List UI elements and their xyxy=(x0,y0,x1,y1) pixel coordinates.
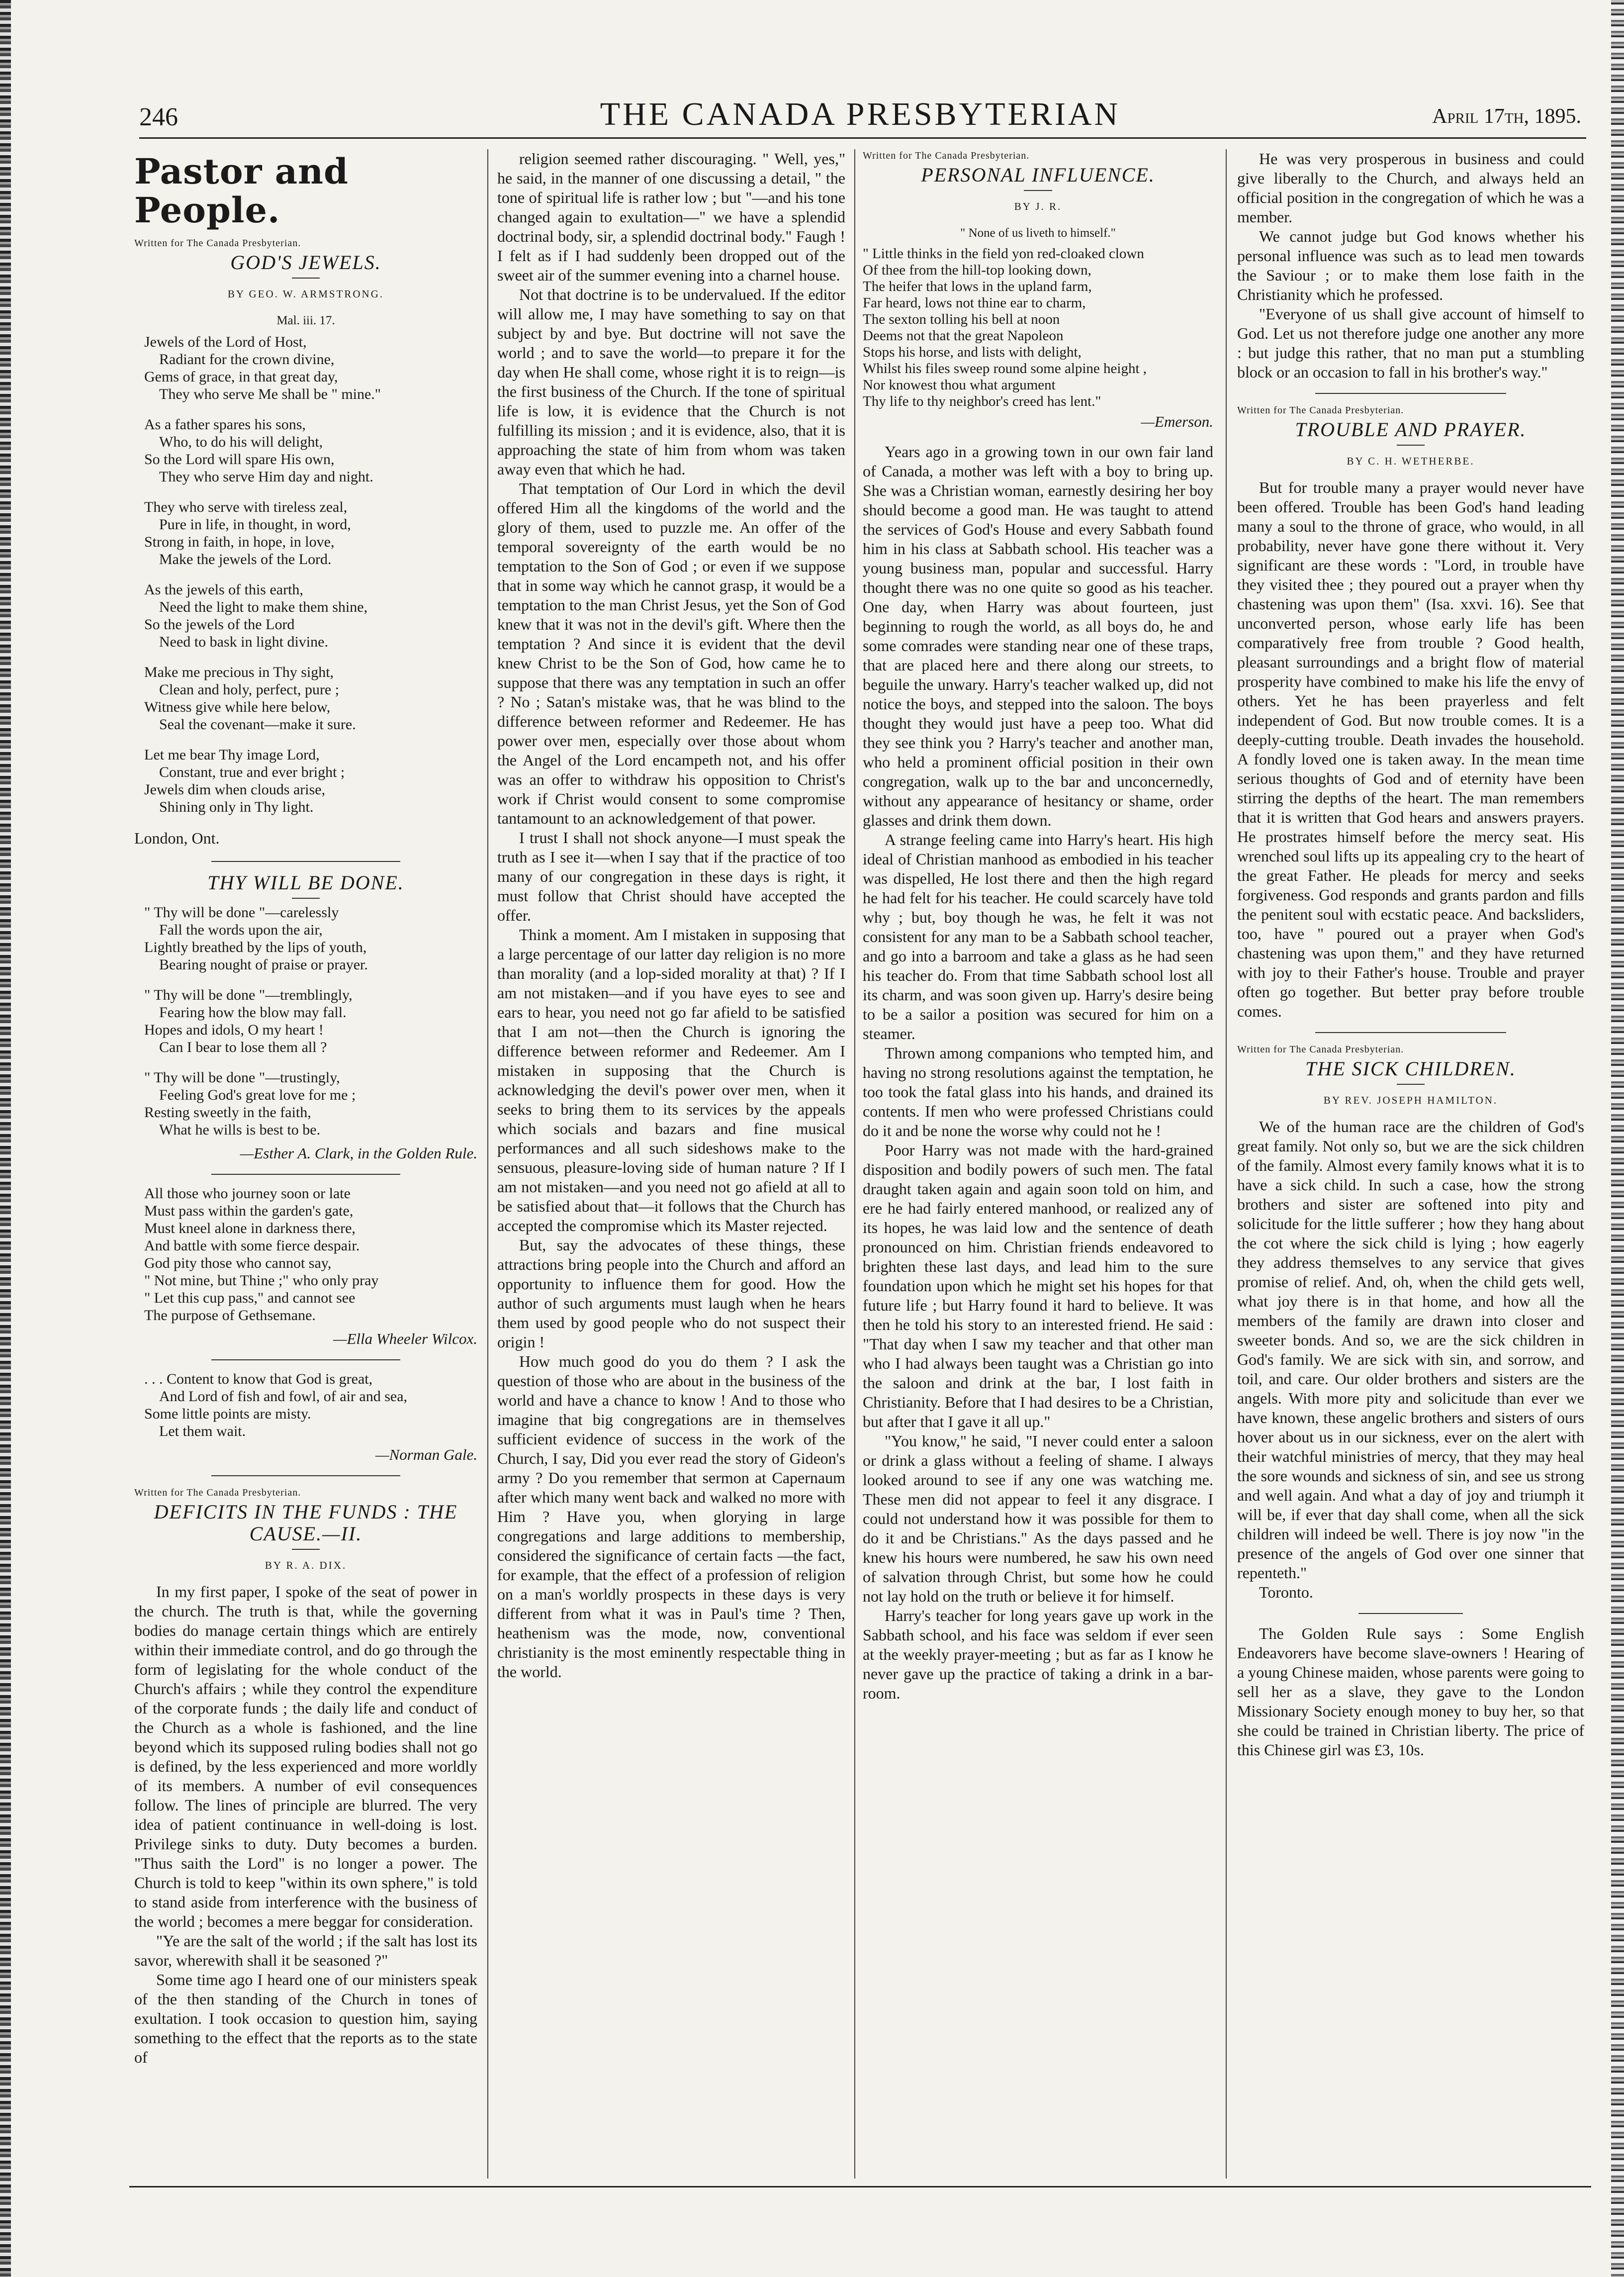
column-4 xyxy=(1237,149,1584,2179)
poem-line: Clean and holy, perfect, pure ; xyxy=(159,681,340,698)
byline: BY GEO. W. ARMSTRONG. xyxy=(227,288,384,300)
poem-line: " Not mine, but Thine ;" who only pray xyxy=(144,1272,379,1289)
divider xyxy=(1358,1613,1462,1614)
stanza xyxy=(144,746,477,816)
written-for: Written for The Canada Presbyterian. xyxy=(1237,405,1404,416)
page-number: 246 xyxy=(139,103,178,131)
paragraph: We cannot judge but God knows whether his personal influence was such as to lead men towards the Saviour ; or to make them lose faith in the Christianity which he professed. xyxy=(1237,227,1584,303)
motto: " None of us liveth to himself." xyxy=(960,226,1116,240)
poem-line: Lightly breathed by the lips of youth, xyxy=(144,939,367,955)
poem-title: THY WILL BE DONE. xyxy=(207,871,404,894)
poem-line: The heifer that lows in the upland farm, xyxy=(863,279,1092,294)
stanza xyxy=(144,581,477,651)
paragraph: "Everyone of us shall give account of himself to God. Let us not therefore judge one another any more : but judge this rather, that no man put a stumbling block or an occasion to fall in his brother's way." xyxy=(1237,305,1584,381)
issue-date: April 17th, 1895. xyxy=(1432,105,1581,128)
stanza xyxy=(144,904,477,973)
poem-line: Of thee from the hill-top looking down, xyxy=(863,262,1091,278)
poem-line: " Let this cup pass," and cannot see xyxy=(144,1290,356,1306)
divider xyxy=(1024,190,1052,191)
paragraph: I trust I shall not shock anyone—I must speak the truth as I see it—when I say that if the practice of too many of our congregation in these days is right, it must follow that Christ should have accepted the offer. xyxy=(497,829,845,924)
poem-line: So the Lord will spare His own, xyxy=(144,451,335,468)
poem-line: Fall the words upon the air, xyxy=(159,922,323,938)
paragraph: In my first paper, I spoke of the seat of power in the church. The truth is that, while the governing bodies do manage certain things which are entirely within their immediate control, and do go through the form of legislating for the whole conduct of the Church's affairs ; while they control the expenditure of the corporate funds ; the daily life and conduct of the Church as a whole is fashioned, and the line beyond which its supposed ruling bodies shall not go is defined, by the less experienced and more worldly of its members. A number of evil consequences follow. The lines of principle are blurred. The very idea of patient continuance in well-doing is lost. Privilege sinks to duty. Duty becomes a burden. "Thus saith the Lord" is no longer a power. The Church is told to keep "within its own sphere," is told to stand aside from interference with the business of the world ; becomes a mere beggar for consideration. xyxy=(134,1583,477,1930)
paragraph: religion seemed rather discouraging. " Well, yes," he said, in the manner of one discussing a detail, " the tone of spiritual life is rather low ; but "—and his tone changed again to exultation—" we have a splendid doctrinal body, sir, a splendid doctrinal body." Faugh ! I felt as if I had suddenly been dropped out of the sweet air of the summer evening into a charnel house. xyxy=(497,150,845,284)
stanza xyxy=(144,664,477,733)
stanza xyxy=(144,498,477,568)
article-body xyxy=(1237,1117,1584,1583)
paragraph: That temptation of Our Lord in which the devil offered Him all the kingdoms of the world and the glory of them, used to puzzle me. An offer of the temporal sovereignty of the earth would be no temptation to the Son of God ; or even if we suppose that in some way which he cannot grasp, it would be a temptation to the man Christ Jesus, yet the Son of God knew that it was not in the devil's gift. Where then the temptation ? And since it is evident that the devil knew Christ to be the Son of God, how came he to suppose that there was any temptation in such an offer ? No ; Satan's mistake was, that he was blind to the difference between reformer and Redeemer. He has power over men, especially over those about whom the Angel of the Lord encampeth not, and his offer was an offer to withdraw his opposition to Christ's work if Christ would consent to some compromise tantamount to an acknowledgement of that power. xyxy=(497,479,845,827)
poem-line: Bearing nought of praise or prayer. xyxy=(159,956,368,973)
page-left-edge xyxy=(0,0,11,2277)
poem-lines xyxy=(144,1185,477,1324)
divider xyxy=(292,1549,319,1550)
poem-line: God pity those who cannot say, xyxy=(144,1255,332,1271)
paragraph: He was very prosperous in business and could give liberally to the Church, and always held an official position in the congregation of which he was a member. xyxy=(1237,150,1584,226)
stanza xyxy=(144,986,477,1056)
poem-line: Thy life to thy neighbor's creed has lent." xyxy=(863,393,1101,409)
poem-line: Whilst his files sweep round some alpine height , xyxy=(863,361,1147,377)
header-rule xyxy=(139,137,1586,139)
poem-place: London, Ont. xyxy=(134,829,220,847)
poem-line: Must kneel alone in darkness there, xyxy=(144,1220,356,1236)
column-3 xyxy=(863,149,1213,2179)
poem-line: Stops his horse, and lists with delight, xyxy=(863,344,1082,360)
poem-attribution: —Emerson. xyxy=(1141,413,1213,430)
footer-rule xyxy=(129,2186,1591,2187)
paragraph: "Ye are the salt of the world ; if the salt has lost its savor, wherewith shall it be seasoned ?" xyxy=(134,1932,477,1969)
divider xyxy=(211,1475,400,1476)
poem-line: " Thy will be done "—carelessly xyxy=(144,904,339,921)
poem-line: Let me bear Thy image Lord, xyxy=(144,747,320,763)
poem-line: Far heard, lows not thine ear to charm, xyxy=(863,295,1086,311)
poem-attribution: —Esther A. Clark, in the Golden Rule. xyxy=(240,1144,477,1162)
poem-line: Nor knowest thou what argument xyxy=(863,377,1056,393)
article-title: THE SICK CHILDREN. xyxy=(1305,1057,1516,1080)
paragraph: But for trouble many a prayer would never have been offered. Trouble has been God's hand leading many a soul to the throne of grace, who would, in all probability, never have gone there without it. Very significant are these words : "Lord, in trouble have they visited thee ; they poured out a prayer when thy chastening was upon them" (Isa. xxvi. 16). See that unconverted person, whose early life has been comparatively free from trouble ? Good health, pleasant surroundings and a bright flow of material prosperity have combined to make his life the envy of others. Yet he has been prayerless and felt independent of God. But now trouble comes. It is a deeply-cutting trouble. Death invades the household. A fondly loved one is taken away. In the mean time serious thoughts of God and of eternity have been stirring the depths of the heart. The man remembers that it is written that God hears and answers prayers. He prostrates himself before the mercy seat. His wrenched soul lifts up its appealing cry to the heart of the great Father. He pleads for mercy and seeks forgiveness. God responds and grants pardon and fills the penitent soul with ecstatic peace. And backsliders, too, have " poured out a prayer when God's chastening was upon them," and they have returned with joy to their Father's house. Trouble and prayer often go together. But better pray before trouble comes. xyxy=(1237,478,1584,1020)
paragraph: A strange feeling came into Harry's heart. His high ideal of Christian manhood as embodied in his teacher was dispelled, He lost there and then the high regard he had felt for his teacher. He could scarcely have told why ; but, boy though he was, he felt it was not consistent for any man to be a Sabbath school teacher, and go into a barroom and take a glass as he had seen his teacher do. From that time Sabbath school lost all its charm, and was soon given up. Harry's desire being to be a sailor a position was secured for him on a steamer. xyxy=(863,831,1213,1043)
poem-line: Must pass within the garden's gate, xyxy=(144,1203,354,1219)
poem-lines xyxy=(144,1370,477,1440)
poem-line: As the jewels of this earth, xyxy=(144,581,303,598)
scripture-reference: Mal. iii. 17. xyxy=(276,314,335,327)
poem-attribution: —Ella Wheeler Wilcox. xyxy=(333,1330,477,1347)
divider xyxy=(1315,1032,1506,1033)
divider xyxy=(1315,393,1506,394)
paragraph: Poor Harry was not made with the hard-grained disposition and bodily powers of such men. The fatal draught taken again and again soon told on him, and ere he had fairly entered manhood, or realized any of its hopes, he was laid low and the sentence of death pronounced on him. Christian friends endeavored to brighten these last days, and lead him to the sure foundation upon which he might set his hopes for that future life ; but Harry found it hard to believe. It was then he told his story to an interested friend. He said : "That day when I saw my teacher and that other man who I had always been taught was a Christian go into the saloon and drink at the bar, I lost faith in Christianity. Before that I had desires to be a Christian, but after that I gave it all up." xyxy=(863,1141,1213,1430)
page-right-edge xyxy=(1611,0,1624,2277)
poem-line: Make me precious in Thy sight, xyxy=(144,664,334,680)
divider xyxy=(292,898,319,899)
poem-line: " Thy will be done "—trustingly, xyxy=(144,1069,340,1086)
poem-line: And Lord of fish and fowl, of air and sea, xyxy=(159,1388,408,1405)
paragraph: Harry's teacher for long years gave up work in the Sabbath school, and his face was seldom if ever seen at the weekly prayer-meeting ; but as far as I know he never gave up the practice of taking a drink in a bar-room. xyxy=(863,1607,1213,1702)
column-rule xyxy=(854,149,855,2179)
poem-line: They who serve Me shall be " mine." xyxy=(159,386,381,402)
byline: BY C. H. WETHERBE. xyxy=(1347,455,1475,467)
poem-line: Witness give while here below, xyxy=(144,699,331,715)
written-for: Written for The Canada Presbyterian. xyxy=(863,150,1030,161)
poem-line: Deems not that the great Napoleon xyxy=(863,328,1064,344)
poem-line: Need to bask in light divine. xyxy=(159,634,328,650)
poem-title: GOD'S JEWELS. xyxy=(230,251,381,274)
page-header xyxy=(139,95,1581,135)
divider xyxy=(211,1359,400,1360)
written-for: Written for The Canada Presbyterian. xyxy=(1237,1044,1404,1055)
column-2 xyxy=(497,149,845,2179)
article-body xyxy=(497,149,845,1682)
byline: BY R. A. DIX. xyxy=(265,1559,347,1571)
poem-line: " Little thinks in the field yon red-cloaked clown xyxy=(863,246,1144,262)
poem-line: The purpose of Gethsemane. xyxy=(144,1307,316,1324)
poem-stanzas xyxy=(134,333,477,816)
poem-line: And battle with some fierce despair. xyxy=(144,1237,360,1254)
poem-line: As a father spares his sons, xyxy=(144,416,306,433)
poem-line: They who serve Him day and night. xyxy=(159,469,373,485)
poem-line: Need the light to make them shine, xyxy=(159,599,368,615)
divider xyxy=(1397,445,1425,446)
divider xyxy=(292,278,319,279)
paragraph: Thrown among companions who tempted him, and having no strong resolutions against the temptation, he too took the fatal glass into his hands, and drained its contents. If men who were professed Christians could do it and be none the worse why could not he ! xyxy=(863,1044,1213,1139)
paragraph: Think a moment. Am I mistaken in supposing that a large percentage of our latter day religion is no more than morality (and a lop-sided morality at that) ? If I am not mistaken—and if you have eyes to see and ears to hear, you need not go far afield to be satisfied that I am not—then the Church is ignoring the difference between reformer and Redeemer. Am I mistaken in supposing that the Church is acknowledging the devil's power over men, when it seeks to bring them to its services by the appeals which socials and bazars and fine musical performances and all such sideshows make to the sensuous, pleasure-loving side of human nature ? If I am not mistaken—and you need not go afield at all to be satisfied about that—it follows that the Church has accepted the compromise which its Master rejected. xyxy=(497,926,845,1234)
poem-line: Jewels dim when clouds arise, xyxy=(144,781,326,798)
poem-line: . . . Content to know that God is great, xyxy=(144,1371,373,1387)
poem-attribution: —Norman Gale. xyxy=(375,1446,477,1463)
poem-line: The sexton tolling his bell at noon xyxy=(863,311,1060,327)
poem-stanzas xyxy=(134,904,477,1138)
stanza xyxy=(144,1069,477,1138)
poem-line: Fearing how the blow may fall. xyxy=(159,1004,347,1021)
poem-line: Hopes and idols, O my heart ! xyxy=(144,1022,324,1038)
article-body xyxy=(1237,149,1584,382)
paragraph: Some time ago I heard one of our ministers speak of the then standing of the Church in tones of exultation. I took occasion to question him, saying something to the effect that the reports as to the state of xyxy=(134,1971,477,2066)
place: Toronto. xyxy=(1259,1583,1313,1601)
poem-line: Resting sweetly in the faith, xyxy=(144,1104,311,1121)
poem-line: What he wills is best to be. xyxy=(159,1122,321,1138)
article-body xyxy=(1237,478,1584,1021)
divider xyxy=(211,861,400,862)
divider xyxy=(1397,1084,1425,1085)
poem-line: Feeling God's great love for me ; xyxy=(159,1087,356,1103)
stanza xyxy=(144,416,477,485)
poem-line: Strong in faith, in hope, in love, xyxy=(144,534,335,550)
poem-line: They who serve with tireless zeal, xyxy=(144,499,348,515)
poem-line: Seal the covenant—make it sure. xyxy=(159,716,356,733)
paragraph: How much good do you do them ? I ask the question of those who are about in the business of the world and have a chance to know ! And to those who imagine that big congregations are in themselves sufficient evidence of success in the work of the Church, I say, Did you ever read the story of Gideon's army ? Do you remember that sermon at Capernaum after which many went back and walked no more with Him ? Have you, when glorying in large congregations and large additions to membership, considered the significance of certain facts —the fact, for example, that the effect of a profession of religion on a man's worldly prospects in these days is very different from what it was in Paul's time ? Then, heathenism was the mode, now, conventional christianity is the most eminently respectable thing in the world. xyxy=(497,1352,845,1681)
paragraph: Years ago in a growing town in our own fair land of Canada, a mother was left with a boy to bring up. She was a Christian woman, earnestly desiring her boy should become a good man. He was taught to attend the services of God's House and every Sabbath found him in his class at Sabbath school. His teacher was a young business man, popular and successful. Harry thought there was no one quite so good as his teacher. One day, when Harry was about fourteen, just beginning to rough the world, as all boys do, he and some comrades were standing near one of these traps, that are placed here and there along our streets, to beguile the unwary. Harry's teacher walked up, did not notice the boys, and stepped into the saloon. The boys thought they would just have a peep too. What did they see think you ? Harry's teacher and another man, who held a prominent official position in their own congregation, walk up to the bar and unconcernedly, without any appearance of hesitancy or shame, order glasses and drink them down. xyxy=(863,443,1213,829)
poem-line: Let them wait. xyxy=(159,1423,246,1439)
column-rule xyxy=(487,149,488,2179)
poem-line: All those who journey soon or late xyxy=(144,1185,351,1202)
poem-line: Who, to do his will delight, xyxy=(159,434,323,450)
department-heading: Pastor and People. xyxy=(134,151,349,231)
article-body xyxy=(863,442,1213,1703)
divider xyxy=(211,1174,400,1175)
poem-line: Can I bear to lose them all ? xyxy=(159,1039,327,1055)
poem-line: " Thy will be done "—tremblingly, xyxy=(144,987,353,1003)
golden-rule-note: The Golden Rule says : Some English Endeavorers have become slave-owners ! Hearing of a young Chinese maiden, whose parents were going to sell her as a slave, they gave to the London Missionary Society enough money to buy her, so that she could be trained in Christian liberty. The price of this Chinese girl was £3, 10s. xyxy=(1237,1624,1584,1759)
paper-title: THE CANADA PRESBYTERIAN xyxy=(600,96,1121,132)
paragraph: We of the human race are the children of God's great family. Not only so, but we are the sick children of the family. Almost every family knows what it is to have a sick child. In such a case, how the strong brothers and sister are softened into pity and solicitude for the little sufferer ; how they hang about the cot where the sick child is lying ; how eagerly they address themselves to any service that gives promise of relief. And, oh, when the child gets well, what joy there is in that home, and how all the members of the family are drawn into closer and sweeter bonds. And so, we are the sick children in God's family. We are sick with sin, and sorrow, and toil, and care. Our older brothers and sisters are the angels. With more pity and solicitude than ever we have known, these angelic brothers and sisters of ours hover about us in our sickness, ever on the alert with their watchful ministries of mercy, that they may heal the sore wounds and sickness of sin, and see us strong and well again. And what a day of joy and triumph it will be, if ever that day shall come, when all the sick children will indeed be well. There is joy now "in the presence of the angels of God over one sinner that repenteth." xyxy=(1237,1118,1584,1582)
article-body xyxy=(134,1582,477,2067)
poem-lines xyxy=(863,246,1213,410)
byline: BY J. R. xyxy=(1014,200,1062,212)
poem-line: Shining only in Thy light. xyxy=(159,799,314,815)
article-title: PERSONAL INFLUENCE. xyxy=(921,164,1155,186)
written-for: Written for The Canada Presbyterian. xyxy=(134,1487,301,1498)
paragraph: But, say the advocates of these things, these attractions bring people into the Church and afford an opportunity to influence them for good. How the author of such arguments must laugh when he hears them used by good people who do not suspect their origin ! xyxy=(497,1236,845,1351)
poem-line: Radiant for the crown divine, xyxy=(159,351,335,368)
poem-line: Constant, true and ever bright ; xyxy=(159,764,345,780)
poem-line: So the jewels of the Lord xyxy=(144,616,295,633)
poem-line: Jewels of the Lord of Host, xyxy=(144,334,307,350)
article-title: TROUBLE AND PRAYER. xyxy=(1295,418,1527,441)
written-for: Written for The Canada Presbyterian. xyxy=(134,238,301,249)
poem-line: Make the jewels of the Lord. xyxy=(159,551,332,568)
article-title: DEFICITS IN THE FUNDS : THE CAUSE.—II. xyxy=(154,1501,458,1545)
poem-line: Pure in life, in thought, in word, xyxy=(159,516,351,533)
paragraph: "You know," he said, "I never could enter a saloon or drink a glass without a feeling of shame. I always looked around to see if any one was watching me. These men did not appear to feel it any disgrace. I could not understand how it was possible for them to do it and be Christians." As the days passed and he knew his hours were numbered, he saw his own need of salvation through Christ, but some how he could not lay hold on the truth or believe it for himself. xyxy=(863,1432,1213,1605)
byline: BY REV. JOSEPH HAMILTON. xyxy=(1323,1094,1498,1106)
stanza xyxy=(144,333,477,403)
paragraph: Not that doctrine is to be undervalued. If the editor will allow me, I may have something to say on that subject by and bye. But doctrine will not save the world ; and to save the world—to prepare it for the day when He shall come, whose right it is to reign—is the first business of the Church. If the tone of spiritual life is low, it is evidence that the Church is not fulfilling its mission ; and it is evidence, also, that it is approaching the state of him from whom was taken away even that which he had. xyxy=(497,285,845,478)
poem-line: Gems of grace, in that great day, xyxy=(144,369,338,385)
column-1 xyxy=(134,149,477,2179)
poem-line: Some little points are misty. xyxy=(144,1406,311,1422)
column-rule xyxy=(1226,149,1227,2179)
